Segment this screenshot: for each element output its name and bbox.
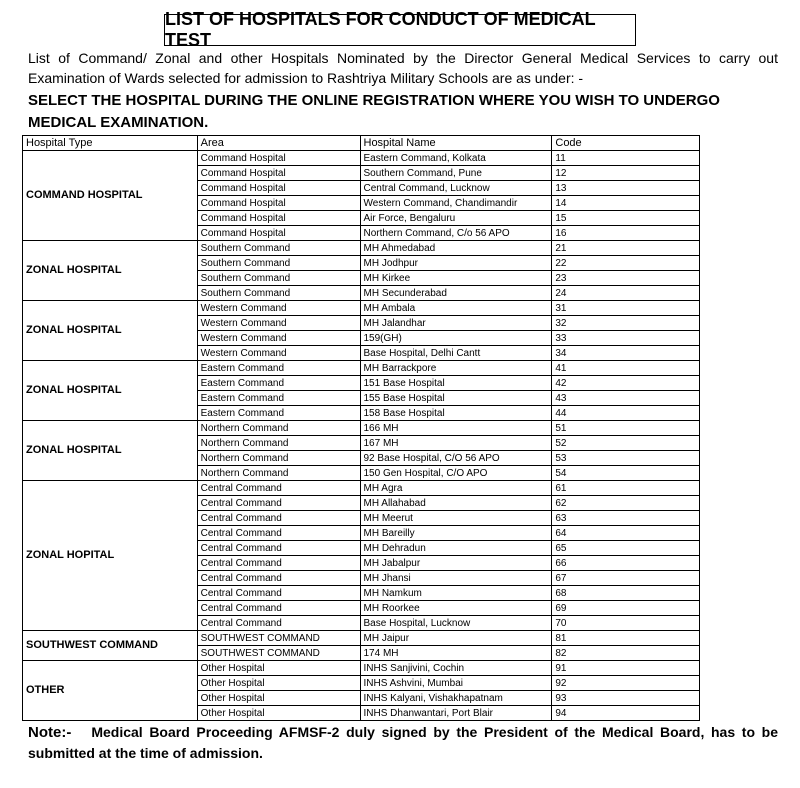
hospital-name-cell: 166 MH [360, 421, 552, 436]
table-row [23, 151, 700, 166]
hospital-name-cell: 155 Base Hospital [360, 391, 552, 406]
area-cell: Central Command [197, 541, 360, 556]
hospital-name-cell: MH Secunderabad [360, 286, 552, 301]
table-body [23, 151, 700, 721]
table-row [23, 421, 700, 436]
area-cell: Southern Command [197, 286, 360, 301]
code-cell: 81 [552, 631, 700, 646]
hospital-name-cell: MH Barrackpore [360, 361, 552, 376]
hospital-type-cell: COMMAND HOSPITAL [23, 151, 198, 241]
area-cell: Northern Command [197, 421, 360, 436]
hospital-name-cell: MH Roorkee [360, 601, 552, 616]
hospital-name-cell: Southern Command, Pune [360, 166, 552, 181]
hospital-name-cell: INHS Ashvini, Mumbai [360, 676, 552, 691]
area-cell: Central Command [197, 526, 360, 541]
hospital-name-cell: MH Allahabad [360, 496, 552, 511]
hospital-name-cell: 158 Base Hospital [360, 406, 552, 421]
area-cell: Central Command [197, 586, 360, 601]
header-area: Area [197, 136, 360, 151]
code-cell: 52 [552, 436, 700, 451]
hospital-name-cell: 92 Base Hospital, C/O 56 APO [360, 451, 552, 466]
area-cell: Western Command [197, 346, 360, 361]
area-cell: SOUTHWEST COMMAND [197, 631, 360, 646]
area-cell: Southern Command [197, 271, 360, 286]
area-cell: Western Command [197, 301, 360, 316]
code-cell: 67 [552, 571, 700, 586]
hospital-type-cell: ZONAL HOSPITAL [23, 421, 198, 481]
area-cell: Command Hospital [197, 181, 360, 196]
hospital-name-cell: 159(GH) [360, 331, 552, 346]
area-cell: Eastern Command [197, 406, 360, 421]
area-cell: Central Command [197, 616, 360, 631]
area-cell: SOUTHWEST COMMAND [197, 646, 360, 661]
hospital-type-cell: ZONAL HOSPITAL [23, 361, 198, 421]
hospital-name-cell: MH Kirkee [360, 271, 552, 286]
page-title: LIST OF HOSPITALS FOR CONDUCT OF MEDICAL TEST [164, 14, 636, 46]
hospital-name-cell: Eastern Command, Kolkata [360, 151, 552, 166]
hospital-name-cell: MH Meerut [360, 511, 552, 526]
code-cell: 15 [552, 211, 700, 226]
code-cell: 13 [552, 181, 700, 196]
hospital-type-cell: OTHER [23, 661, 198, 721]
table-row [23, 241, 700, 256]
hospital-type-cell: SOUTHWEST COMMAND [23, 631, 198, 661]
code-cell: 42 [552, 376, 700, 391]
code-cell: 12 [552, 166, 700, 181]
code-cell: 65 [552, 541, 700, 556]
code-cell: 69 [552, 601, 700, 616]
area-cell: Northern Command [197, 436, 360, 451]
hospital-name-cell: MH Jabalpur [360, 556, 552, 571]
hospital-type-cell: ZONAL HOPITAL [23, 481, 198, 631]
code-cell: 21 [552, 241, 700, 256]
area-cell: Command Hospital [197, 196, 360, 211]
table-row [23, 481, 700, 496]
area-cell: Eastern Command [197, 361, 360, 376]
hospital-name-cell: MH Bareilly [360, 526, 552, 541]
table-row [23, 661, 700, 676]
table-row [23, 301, 700, 316]
hospital-name-cell: MH Agra [360, 481, 552, 496]
area-cell: Command Hospital [197, 151, 360, 166]
area-cell: Northern Command [197, 451, 360, 466]
instruction-text: SELECT THE HOSPITAL DURING THE ONLINE REGISTRATION WHERE YOU WISH TO UNDERGO MEDICAL EXAMINATION. [28, 92, 720, 131]
hospital-name-cell: MH Ambala [360, 301, 552, 316]
code-cell: 62 [552, 496, 700, 511]
table-row [23, 631, 700, 646]
hospital-name-cell: Western Command, Chandimandir [360, 196, 552, 211]
area-cell: Other Hospital [197, 691, 360, 706]
area-cell: Central Command [197, 511, 360, 526]
code-cell: 91 [552, 661, 700, 676]
code-cell: 41 [552, 361, 700, 376]
hospital-name-cell: MH Jodhpur [360, 256, 552, 271]
table-header-row [23, 136, 700, 151]
code-cell: 93 [552, 691, 700, 706]
header-hospital-type: Hospital Type [23, 136, 198, 151]
area-cell: Western Command [197, 316, 360, 331]
header-code: Code [552, 136, 700, 151]
note-label: Note:- [28, 724, 72, 741]
code-cell: 68 [552, 586, 700, 601]
code-cell: 51 [552, 421, 700, 436]
code-cell: 34 [552, 346, 700, 361]
code-cell: 32 [552, 316, 700, 331]
code-cell: 66 [552, 556, 700, 571]
area-cell: Eastern Command [197, 391, 360, 406]
code-cell: 43 [552, 391, 700, 406]
area-cell: Other Hospital [197, 661, 360, 676]
area-cell: Command Hospital [197, 211, 360, 226]
area-cell: Command Hospital [197, 226, 360, 241]
hospital-name-cell: MH Jhansi [360, 571, 552, 586]
hospital-table [22, 135, 700, 721]
hospital-name-cell: Base Hospital, Delhi Cantt [360, 346, 552, 361]
code-cell: 23 [552, 271, 700, 286]
code-cell: 53 [552, 451, 700, 466]
area-cell: Central Command [197, 496, 360, 511]
area-cell: Northern Command [197, 466, 360, 481]
code-cell: 63 [552, 511, 700, 526]
intro-paragraph: List of Command/ Zonal and other Hospitals Nominated by the Director General Medical Services to carry out Examination of Wards selected for admission to Rashtriya Military Schools are as under: - [28, 50, 778, 86]
code-cell: 64 [552, 526, 700, 541]
code-cell: 44 [552, 406, 700, 421]
hospital-name-cell: 174 MH [360, 646, 552, 661]
hospital-name-cell: 167 MH [360, 436, 552, 451]
area-cell: Southern Command [197, 241, 360, 256]
area-cell: Southern Command [197, 256, 360, 271]
hospital-name-cell: INHS Dhanwantari, Port Blair [360, 706, 552, 721]
area-cell: Other Hospital [197, 676, 360, 691]
code-cell: 82 [552, 646, 700, 661]
hospital-name-cell: 150 Gen Hospital, C/O APO [360, 466, 552, 481]
area-cell: Central Command [197, 571, 360, 586]
code-cell: 22 [552, 256, 700, 271]
table-row [23, 361, 700, 376]
hospital-name-cell: MH Jalandhar [360, 316, 552, 331]
note-text: Medical Board Proceeding AFMSF-2 duly signed by the President of the Medical Board, has to be submitted at the time of admission. [28, 724, 778, 761]
hospital-name-cell: Northern Command, C/o 56 APO [360, 226, 552, 241]
area-cell: Eastern Command [197, 376, 360, 391]
hospital-name-cell: MH Namkum [360, 586, 552, 601]
area-cell: Command Hospital [197, 166, 360, 181]
code-cell: 94 [552, 706, 700, 721]
hospital-name-cell: 151 Base Hospital [360, 376, 552, 391]
hospital-name-cell: Base Hospital, Lucknow [360, 616, 552, 631]
area-cell: Central Command [197, 556, 360, 571]
code-cell: 61 [552, 481, 700, 496]
note [28, 722, 778, 764]
code-cell: 70 [552, 616, 700, 631]
code-cell: 16 [552, 226, 700, 241]
hospital-name-cell: Air Force, Bengaluru [360, 211, 552, 226]
hospital-name-cell: MH Jaipur [360, 631, 552, 646]
hospital-type-cell: ZONAL HOSPITAL [23, 241, 198, 301]
hospital-name-cell: Central Command, Lucknow [360, 181, 552, 196]
code-cell: 31 [552, 301, 700, 316]
code-cell: 33 [552, 331, 700, 346]
hospital-name-cell: INHS Kalyani, Vishakhapatnam [360, 691, 552, 706]
code-cell: 54 [552, 466, 700, 481]
header-hospital-name: Hospital Name [360, 136, 552, 151]
hospital-type-cell: ZONAL HOSPITAL [23, 301, 198, 361]
code-cell: 24 [552, 286, 700, 301]
hospital-name-cell: MH Dehradun [360, 541, 552, 556]
code-cell: 92 [552, 676, 700, 691]
hospital-name-cell: MH Ahmedabad [360, 241, 552, 256]
area-cell: Central Command [197, 481, 360, 496]
hospital-name-cell: INHS Sanjivini, Cochin [360, 661, 552, 676]
area-cell: Central Command [197, 601, 360, 616]
area-cell: Other Hospital [197, 706, 360, 721]
code-cell: 14 [552, 196, 700, 211]
area-cell: Western Command [197, 331, 360, 346]
code-cell: 11 [552, 151, 700, 166]
